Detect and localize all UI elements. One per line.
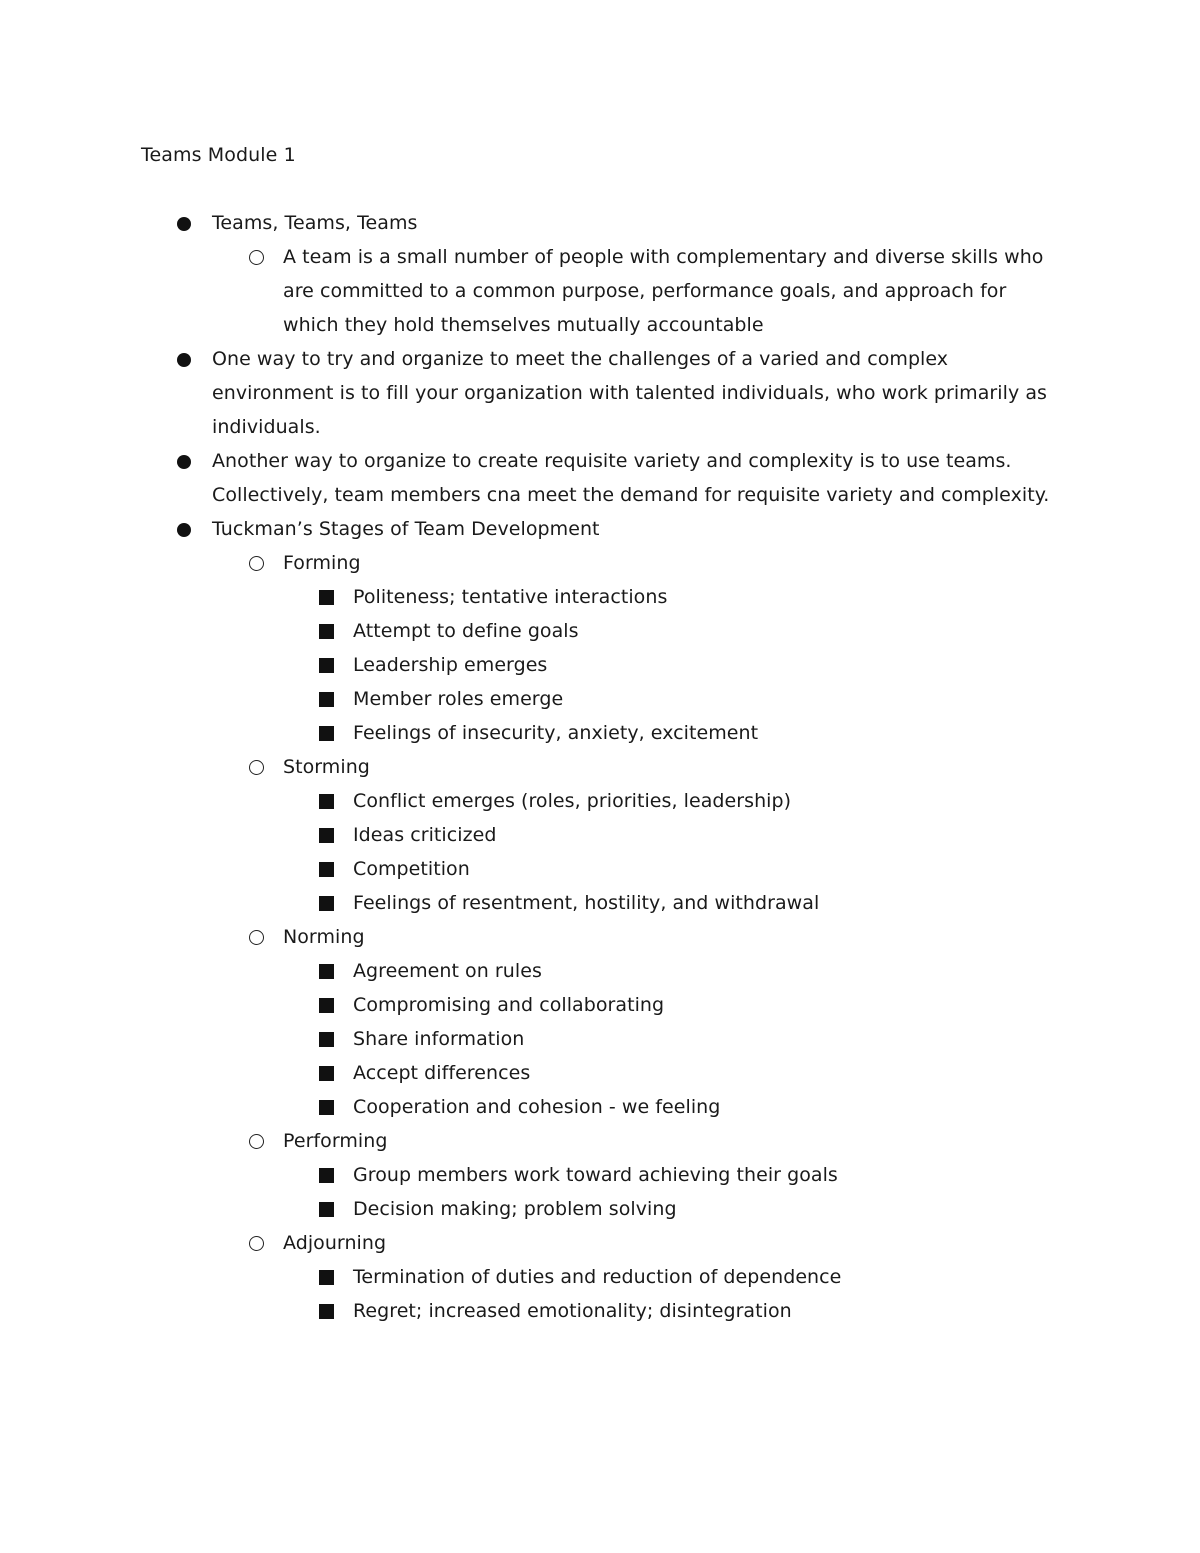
sub-sub-bullet-item-text: Feelings of resentment, hostility, and withdrawal xyxy=(353,892,820,914)
sub-sub-bullet-item xyxy=(0,954,1073,988)
page-title: Teams Module 1 xyxy=(141,144,296,166)
sub-sub-bullet-item-text: Accept differences xyxy=(353,1062,531,1084)
sub-bullet-item xyxy=(0,1226,1063,1260)
sub-sub-bullet-item-text: Member roles emerge xyxy=(353,688,564,710)
sub-sub-bullet-item-text: Agreement on rules xyxy=(353,960,542,982)
sub-bullet-item xyxy=(0,546,1063,580)
sub-sub-bullet-item xyxy=(0,1022,1073,1056)
filled-circle-bullet-icon xyxy=(177,455,191,469)
sub-sub-bullet-item xyxy=(0,648,1073,682)
hollow-circle-bullet-icon xyxy=(249,760,264,775)
filled-circle-bullet-icon xyxy=(177,217,191,231)
hollow-circle-bullet-icon xyxy=(249,930,264,945)
sub-sub-bullet-item xyxy=(0,716,1073,750)
square-bullet-icon xyxy=(319,658,334,673)
sub-sub-bullet-item-text: Competition xyxy=(353,858,470,880)
sub-sub-bullet-item xyxy=(0,1294,1073,1328)
sub-sub-bullet-item-text: Attempt to define goals xyxy=(353,620,579,642)
square-bullet-icon xyxy=(319,1100,334,1115)
sub-sub-bullet-item xyxy=(0,1158,1073,1192)
square-bullet-icon xyxy=(319,1270,334,1285)
sub-sub-bullet-item xyxy=(0,1192,1073,1226)
sub-sub-bullet-item-text: Decision making; problem solving xyxy=(353,1198,677,1220)
sub-sub-bullet-item xyxy=(0,1056,1073,1090)
bullet-item xyxy=(0,444,1062,512)
sub-bullet-item-text: Adjourning xyxy=(283,1232,387,1254)
sub-sub-bullet-item-text: Group members work toward achieving their goals xyxy=(353,1164,838,1186)
square-bullet-icon xyxy=(319,896,334,911)
square-bullet-icon xyxy=(319,794,334,809)
square-bullet-icon xyxy=(319,624,334,639)
square-bullet-icon xyxy=(319,1168,334,1183)
bullet-item-text: Tuckman’s Stages of Team Development xyxy=(212,518,600,540)
sub-sub-bullet-item xyxy=(0,852,1073,886)
sub-sub-bullet-item xyxy=(0,886,1073,920)
sub-sub-bullet-item xyxy=(0,818,1073,852)
bullet-item-text: Teams, Teams, Teams xyxy=(212,212,418,234)
sub-sub-bullet-item-text: Termination of duties and reduction of dependence xyxy=(353,1266,842,1288)
sub-sub-bullet-item xyxy=(0,784,1073,818)
hollow-circle-bullet-icon xyxy=(249,250,264,265)
hollow-circle-bullet-icon xyxy=(249,1236,264,1251)
square-bullet-icon xyxy=(319,998,334,1013)
sub-sub-bullet-item xyxy=(0,580,1073,614)
filled-circle-bullet-icon xyxy=(177,353,191,367)
bullet-item-text: One way to try and organize to meet the challenges of a varied and complex environment is to fill your organization with talented individuals, who work primarily as individuals. xyxy=(212,348,1047,438)
sub-sub-bullet-item xyxy=(0,988,1073,1022)
square-bullet-icon xyxy=(319,726,334,741)
sub-sub-bullet-item-text: Regret; increased emotionality; disintegration xyxy=(353,1300,792,1322)
square-bullet-icon xyxy=(319,862,334,877)
sub-bullet-item xyxy=(0,920,1063,954)
bullet-item xyxy=(0,512,1062,546)
sub-sub-bullet-item-text: Cooperation and cohesion - we feeling xyxy=(353,1096,721,1118)
sub-sub-bullet-item xyxy=(0,1260,1073,1294)
sub-bullet-item-text: Norming xyxy=(283,926,365,948)
square-bullet-icon xyxy=(319,828,334,843)
sub-bullet-item-text: Forming xyxy=(283,552,361,574)
square-bullet-icon xyxy=(319,1066,334,1081)
sub-sub-bullet-item-text: Feelings of insecurity, anxiety, excitement xyxy=(353,722,759,744)
hollow-circle-bullet-icon xyxy=(249,1134,264,1149)
sub-bullet-item xyxy=(0,750,1063,784)
bullet-outline xyxy=(0,206,1200,1328)
square-bullet-icon xyxy=(319,1032,334,1047)
sub-sub-bullet-item xyxy=(0,614,1073,648)
square-bullet-icon xyxy=(319,1304,334,1319)
sub-bullet-item-text: A team is a small number of people with complementary and diverse skills who are committed to a common purpose, performance goals, and approach for which they hold themselves mutually accountable xyxy=(283,246,1044,336)
sub-bullet-item-text: Performing xyxy=(283,1130,388,1152)
sub-bullet-item xyxy=(0,1124,1063,1158)
bullet-item xyxy=(0,342,1062,444)
sub-sub-bullet-item-text: Share information xyxy=(353,1028,525,1050)
bullet-item xyxy=(0,206,1062,240)
square-bullet-icon xyxy=(319,590,334,605)
square-bullet-icon xyxy=(319,692,334,707)
bullet-item-text: Another way to organize to create requisite variety and complexity is to use teams. Collectively, team members cna meet the demand for requisite variety and complexity. xyxy=(212,450,1050,506)
sub-bullet-item-text: Storming xyxy=(283,756,370,778)
sub-sub-bullet-item-text: Compromising and collaborating xyxy=(353,994,665,1016)
hollow-circle-bullet-icon xyxy=(249,556,264,571)
sub-sub-bullet-item-text: Leadership emerges xyxy=(353,654,548,676)
sub-sub-bullet-item xyxy=(0,1090,1073,1124)
square-bullet-icon xyxy=(319,964,334,979)
sub-sub-bullet-item xyxy=(0,682,1073,716)
filled-circle-bullet-icon xyxy=(177,523,191,537)
sub-sub-bullet-item-text: Ideas criticized xyxy=(353,824,497,846)
sub-bullet-item xyxy=(0,240,1063,342)
sub-sub-bullet-item-text: Conflict emerges (roles, priorities, leadership) xyxy=(353,790,792,812)
square-bullet-icon xyxy=(319,1202,334,1217)
sub-sub-bullet-item-text: Politeness; tentative interactions xyxy=(353,586,668,608)
